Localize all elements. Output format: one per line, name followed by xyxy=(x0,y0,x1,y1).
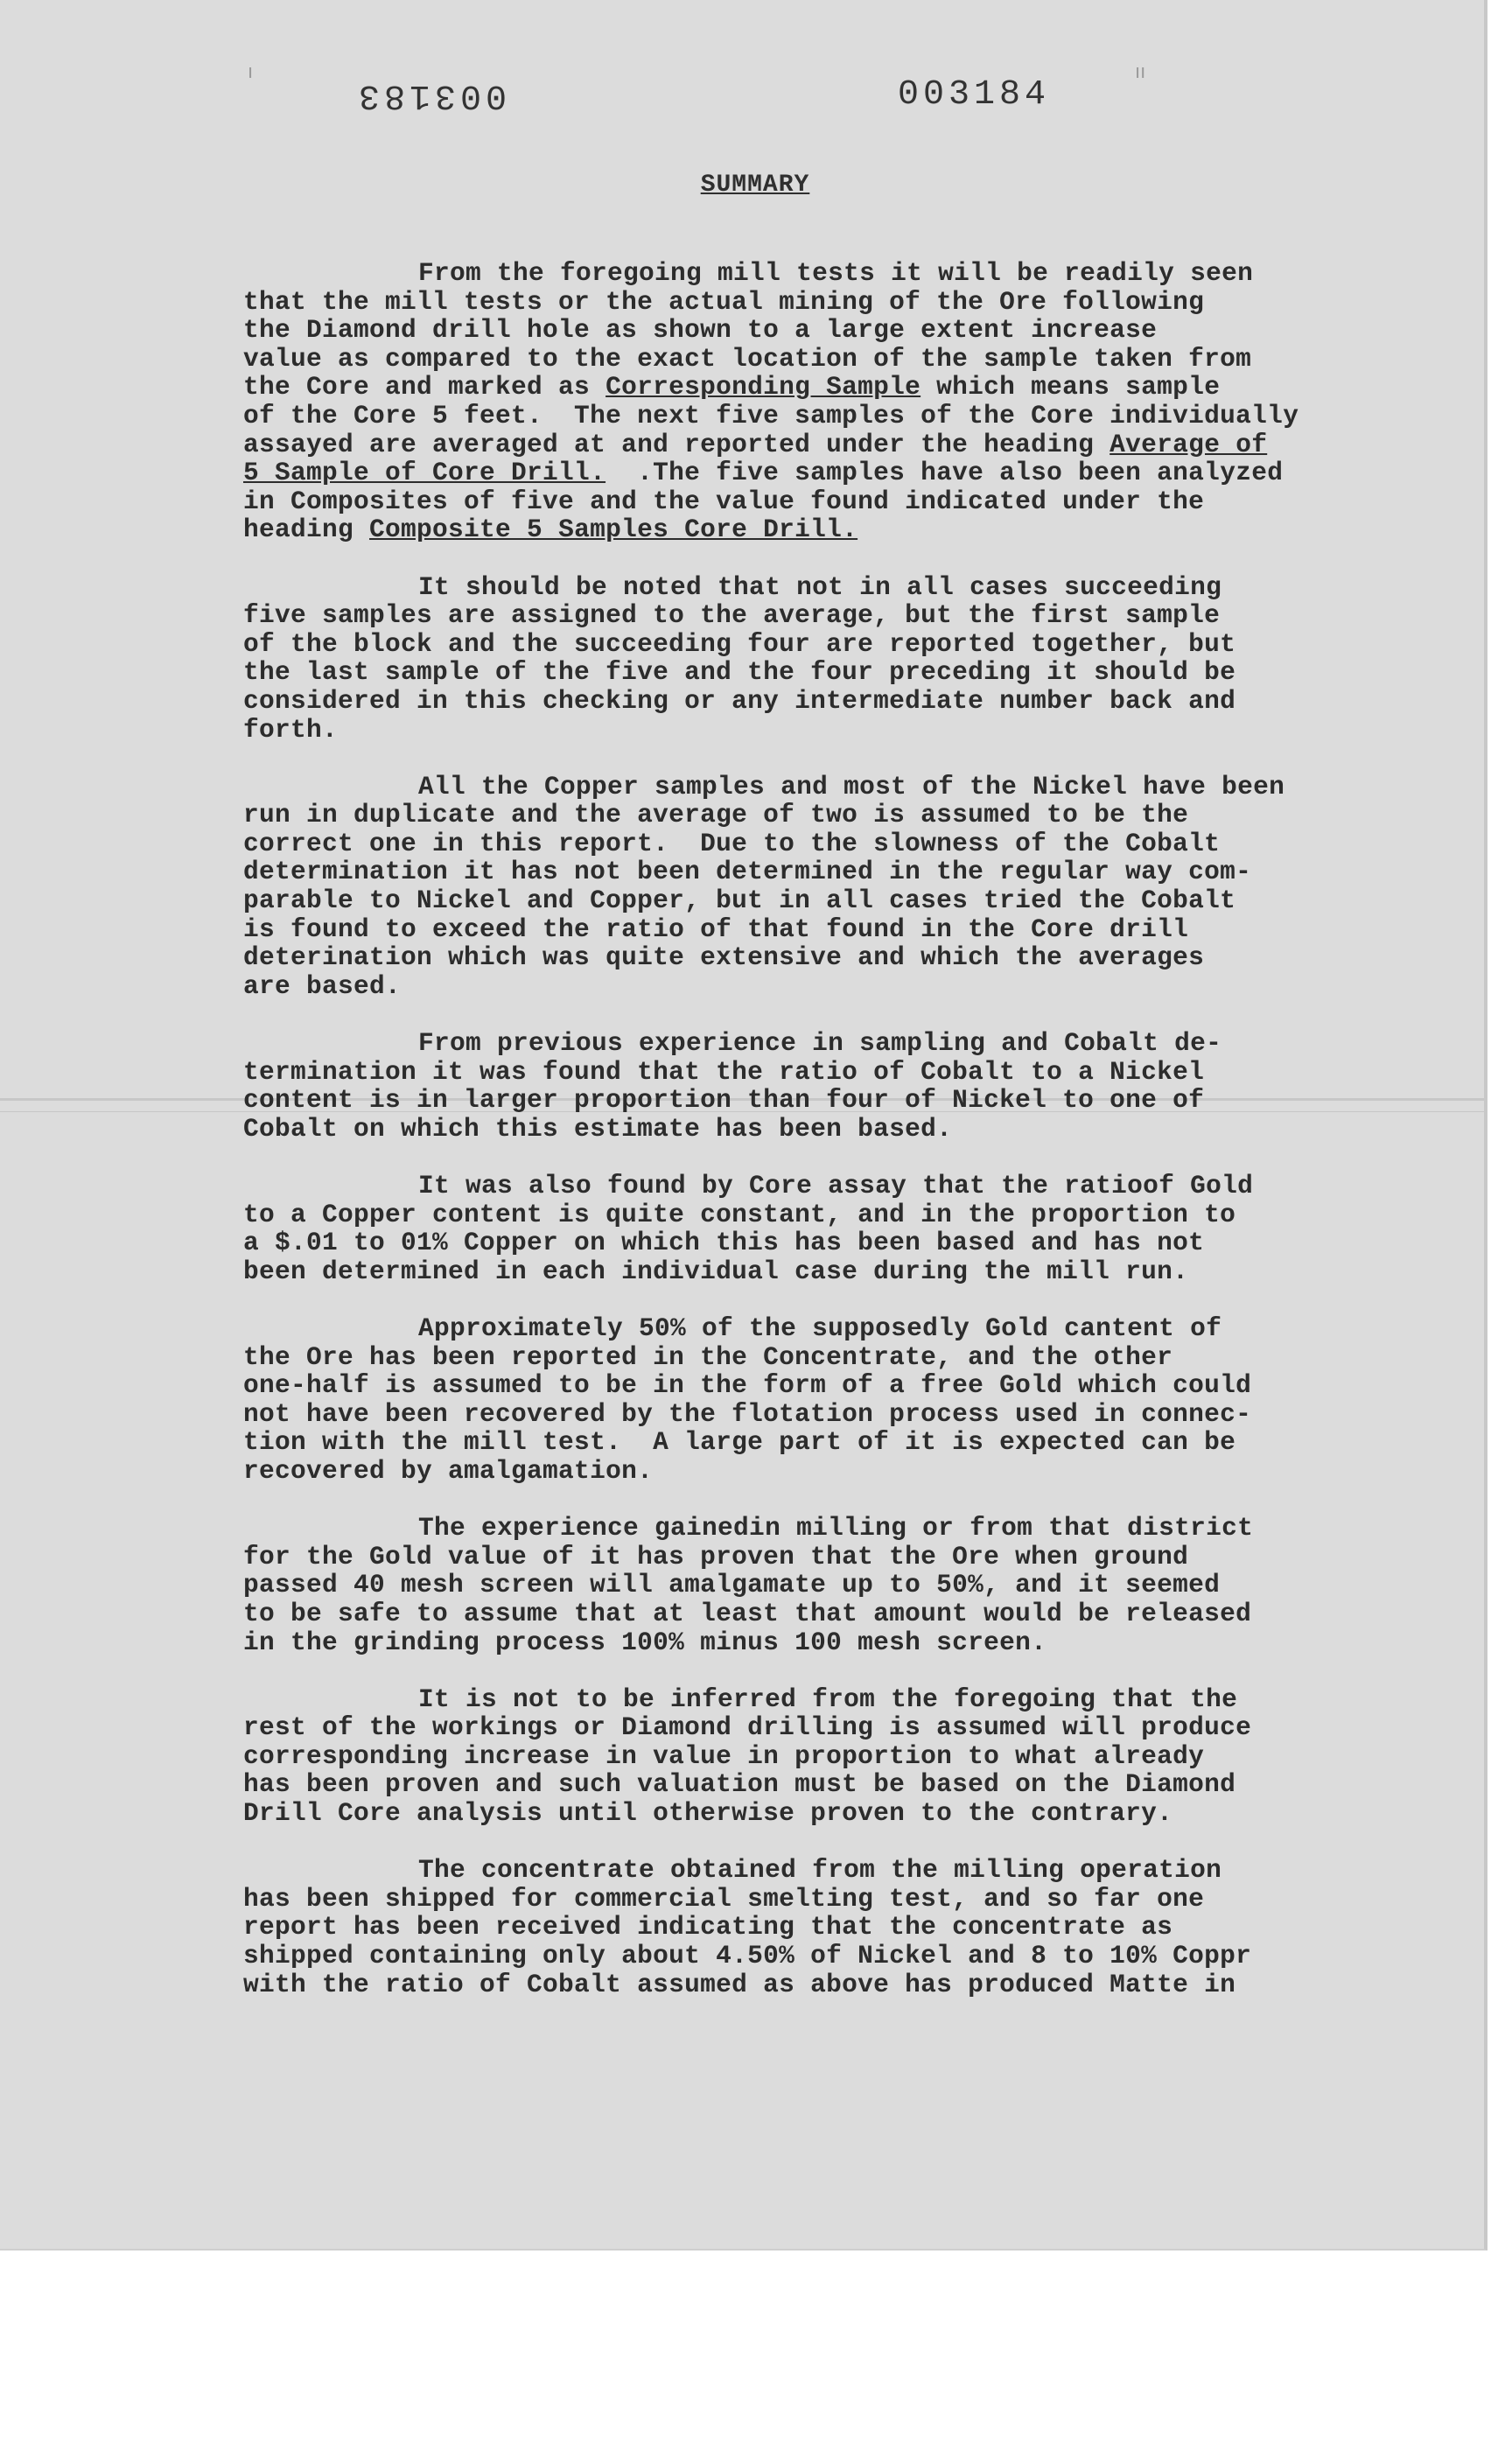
paragraph-6 xyxy=(243,1314,1451,1486)
text-line: Cobalt on which this estimate has been based. xyxy=(243,1113,953,1144)
text-line: shipped containing only about 4.50% of Nickel and 8 to 10% Coppr xyxy=(243,1941,1252,1971)
text-line: The concentrate obtained from the milling operation xyxy=(418,1855,1222,1886)
underlined-heading: Corresponding Sample xyxy=(606,372,921,402)
text-line: in Composites of five and the value found indicated under the xyxy=(243,486,1205,516)
text-line: a $.01 to 01% Copper on which this has been based and has not xyxy=(243,1228,1205,1258)
text-line: to a Copper content is quite constant, and in the proportion to xyxy=(243,1199,1236,1229)
text-line: From the foregoing mill tests it will be readily seen xyxy=(418,258,1254,288)
text-line: the Diamond drill hole as shown to a large extent increase xyxy=(243,315,1158,346)
text-line: in the grinding process 100% minus 100 mesh screen. xyxy=(243,1627,1047,1657)
text-line: corresponding increase in value in proportion to what already xyxy=(243,1740,1205,1771)
paragraph-9 xyxy=(243,1856,1451,1998)
page-title xyxy=(0,172,1484,199)
paragraph-2 xyxy=(243,573,1451,745)
text-segment: which means sample xyxy=(920,372,1221,402)
paragraph-1 xyxy=(243,259,1451,544)
text-segment: assayed are averaged at and reported under the heading xyxy=(243,429,1110,459)
text-line: termination it was found that the ratio of Cobalt to a Nickel xyxy=(243,1056,1205,1087)
text-line: It was also found by Core assay that the ratioof Gold xyxy=(418,1171,1254,1200)
underlined-heading: 5 Sample of Core Drill. xyxy=(243,458,606,488)
text-line: value as compared to the exact location of the sample taken from xyxy=(243,343,1252,374)
text-line: Drill Core analysis until otherwise proven to the contrary. xyxy=(243,1798,1173,1829)
text-line: has been proven and such valuation must be based on the Diamond xyxy=(243,1769,1236,1800)
text-line: has been shipped for commercial smelting test, and so far one xyxy=(243,1883,1205,1914)
text-line: are based. xyxy=(243,970,402,1001)
paragraph-8 xyxy=(243,1685,1451,1828)
margin-pencil-mark: ıı xyxy=(1135,61,1146,83)
underlined-heading: Average of xyxy=(1110,429,1268,459)
title-text: SUMMARY xyxy=(700,172,810,199)
text-line: determination it has not been determined in the regular way com- xyxy=(243,857,1252,887)
text-segment: the Core and marked as xyxy=(243,372,606,402)
text-line: not have been recovered by the flotation process used in connec- xyxy=(243,1398,1252,1429)
text-line xyxy=(243,373,1451,402)
text-line: of the block and the succeeding four are reported together, but xyxy=(243,628,1236,659)
text-line: five samples are assigned to the average, but the first sample xyxy=(243,600,1221,631)
document-number-upside-down: 003183 xyxy=(354,75,508,115)
paragraph-4 xyxy=(243,1029,1451,1143)
text-line: for the Gold value of it has proven that the Ore when ground xyxy=(243,1541,1189,1572)
text-line xyxy=(243,458,1451,487)
text-line: been determined in each individual case during the mill run. xyxy=(243,1256,1189,1286)
text-line: considered in this checking or any intermediate number back and xyxy=(243,685,1236,716)
text-line xyxy=(243,515,1451,544)
text-line: recovered by amalgamation. xyxy=(243,1455,654,1486)
text-line: run in duplicate and the average of two is assumed to be the xyxy=(243,800,1189,830)
document-number: 003184 xyxy=(898,75,1051,115)
text-line: is found to exceed the ratio of that found in the Core drill xyxy=(243,914,1189,944)
text-line: All the Copper samples and most of the Nickel have been xyxy=(418,771,1285,802)
text-line: correct one in this report. Due to the slowness of the Cobalt xyxy=(243,828,1221,858)
text-line: From previous experience in sampling and Cobalt de- xyxy=(418,1028,1222,1059)
text-line: forth. xyxy=(243,714,339,745)
text-line: rest of the workings or Diamond drilling is assumed will produce xyxy=(243,1712,1252,1743)
text-line: with the ratio of Cobalt assumed as above has produced Matte in xyxy=(243,1969,1236,1999)
text-line: tion with the mill test. A large part of it is expected can be xyxy=(243,1427,1236,1458)
text-line: to be safe to assume that at least that amount would be released xyxy=(243,1598,1252,1628)
paragraph-5 xyxy=(243,1172,1451,1285)
text-line: It should be noted that not in all cases succeeding xyxy=(418,571,1222,602)
text-line: one-half is assumed to be in the form of a free Gold which could xyxy=(243,1370,1252,1401)
text-line: parable to Nickel and Copper, but in all cases tried the Cobalt xyxy=(243,886,1236,916)
text-segment: .The five samples have also been analyzed xyxy=(606,458,1284,488)
paragraph-7 xyxy=(243,1514,1451,1656)
text-line: of the Core 5 feet. The next five samples of the Core individually xyxy=(243,400,1299,430)
text-line: the Ore has been reported in the Concentrate, and the other xyxy=(243,1341,1173,1372)
underlined-heading: Composite 5 Samples Core Drill. xyxy=(369,514,858,545)
text-line xyxy=(243,430,1451,459)
text-line: The experience gainedin milling or from that district xyxy=(418,1513,1254,1544)
text-line: passed 40 mesh screen will amalgamate up to 50%, and it seemed xyxy=(243,1570,1221,1600)
text-line: deterination which was quite extensive and which the averages xyxy=(243,942,1205,973)
text-line: It is not to be inferred from the foregoing that the xyxy=(418,1684,1238,1714)
document-body xyxy=(243,259,1451,2027)
text-segment: heading xyxy=(243,514,370,545)
text-line: Approximately 50% of the supposedly Gold cantent of xyxy=(418,1312,1222,1343)
text-line: content is in larger proportion than four of Nickel to one of xyxy=(243,1085,1205,1116)
paragraph-3 xyxy=(243,773,1451,1001)
text-line: the last sample of the five and the four preceding it should be xyxy=(243,657,1236,688)
text-line: report has been received indicating that the concentrate as xyxy=(243,1912,1173,1942)
text-line: that the mill tests or the actual mining of the Ore following xyxy=(243,286,1205,317)
margin-pencil-mark: ı xyxy=(248,61,254,83)
